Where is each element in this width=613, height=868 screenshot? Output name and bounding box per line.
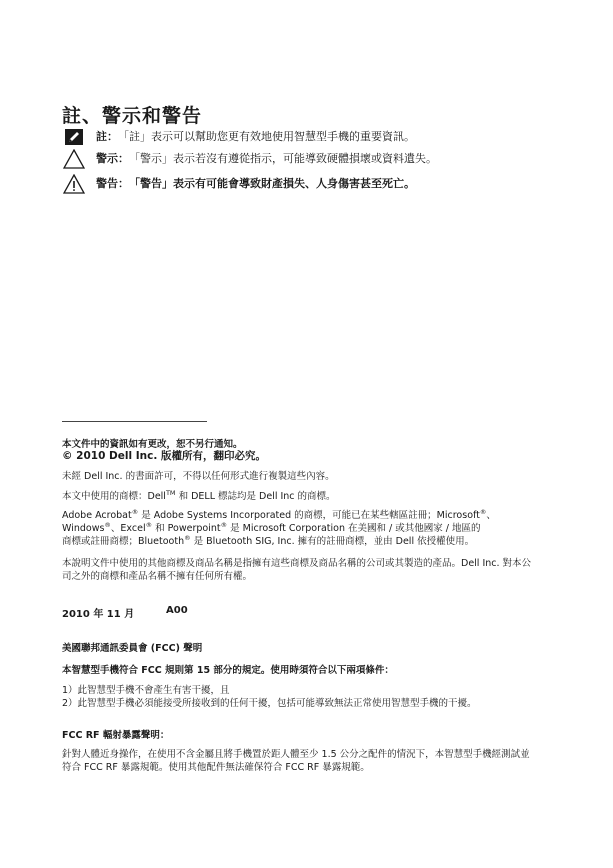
note-notice <box>62 127 415 147</box>
note-text: 「註」表示可以幫助您更有效地使用智慧型手機的重要資訊。 <box>118 130 415 143</box>
fcc-heading: 美國聯邦通訊委員會 (FCC) 聲明 <box>62 643 203 654</box>
fcc-rf-heading: FCC RF 輻射暴露聲明： <box>62 730 170 741</box>
divider <box>62 421 207 422</box>
fcc-condition-1: 1）此智慧型手機不會產生有害干擾，且 <box>62 685 230 696</box>
fcc-subheading: 本智慧型手機符合 FCC 規則第 15 部分的規定。使用時須符合以下兩項條件： <box>62 665 394 676</box>
publication-date: 2010 年 11 月 <box>62 609 135 620</box>
warning-notice <box>62 174 415 194</box>
caution-triangle-icon <box>62 149 86 169</box>
legal-notice-change: 本文件中的資訊如有更改，恕不另行通知。 <box>62 439 243 450</box>
warning-text: 「警告」表示有可能會導致財產損失、人身傷害甚至死亡。 <box>129 177 415 190</box>
caution-notice <box>62 149 437 169</box>
page-title: 註、警示和警告 <box>62 105 203 127</box>
legal-paragraph-trademarks-dell: 本文中使用的商標：Dell™ 和 DELL 標誌均是 Dell Inc 的商標。 <box>62 488 336 502</box>
legal-paragraph-reproduction: 未經 Dell Inc. 的書面許可，不得以任何形式進行複製這些內容。 <box>62 471 335 482</box>
caution-text: 「警示」表示若沒有遵從指示，可能導致硬體損壞或資料遺失。 <box>129 152 437 165</box>
warning-exclamation-icon <box>62 174 86 194</box>
fcc-condition-2: 2）此智慧型手機必須能接受所接收到的任何干擾，包括可能導致無法正常使用智慧型手機的干擾。 <box>62 698 477 709</box>
legal-paragraph-other-marks: 本說明文件中使用的其他商標及商品名稱是指擁有這些商標及商品名稱的公司或其製造的產品。Dell Inc. 對本公司之外的商標和產品名稱不擁有任何所有權。 <box>62 558 532 582</box>
note-label: 註： <box>96 130 118 143</box>
caution-label: 警示： <box>96 152 129 165</box>
copyright-line: © 2010 Dell Inc. 版權所有，翻印必究。 <box>62 450 266 462</box>
revision-code: A00 <box>166 605 188 616</box>
note-pencil-icon <box>62 127 86 147</box>
fcc-rf-text: 針對人體近身操作，在使用不含金屬且將手機置於距人體至少 1.5 公分之配件的情況下，本智慧型手機經測試並符合 FCC RF 暴露規範。使用其他配件無法確保符合 FCC RF 暴露規範。 <box>62 749 530 773</box>
legal-paragraph-trademarks-other: Adobe Acrobat® 是 Adobe Systems Incorporated 的商標，可能已在某些轄區註冊；Microsoft®、 Windows®、Excel® 和 Powerpoint® 是 Microsoft Corporation 在美國和 / 或其他國家 / 地區的 商標或註冊商標；Bluetooth® 是 Bluetooth SIG, Inc. 擁有的註冊商標，並由 Dell 依授權使用。 <box>62 507 496 547</box>
warning-label: 警告： <box>96 177 129 190</box>
